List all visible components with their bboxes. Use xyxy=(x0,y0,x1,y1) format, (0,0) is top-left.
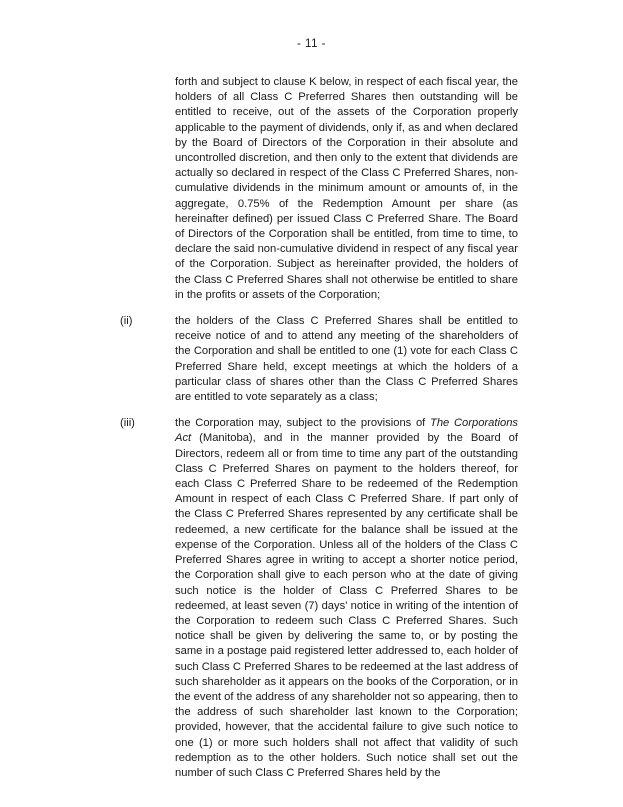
paragraph-label: (iii) xyxy=(120,417,135,430)
paragraph-iii xyxy=(0,416,518,781)
page-number: - 11 - xyxy=(297,38,326,50)
act-title: The Corporations Act xyxy=(175,417,519,445)
text-segment: (Manitoba), and in the manner provided by the Board of Directors, redeem all or from time to time any part of the outstanding Class C Preferred Shares on payment to the holders thereof, for each Class C Preferred Share to be redeemed of the Redemption Amount in respect of each Class C Preferred Share. If part only of the Class C Preferred Shares represented by any certificate shall be redeemed, a new certificate for the balance shall be issued at the expense of the Corporation. Unless all of the holders of the Class C Preferred Shares agree in writing to accept a shorter notice period, the Corporation shall give to each person who at the date of giving such notice is the holder of Class C Preferred Shares to be redeemed, at least seven (7) days' notice in writing of the intention of the Corporation to redeem such Class C Preferred Shares. Such notice shall be given by delivering the same to, or by posting the same in a postage paid registered letter addressed to, each holder of such Class C Preferred Shares to be redeemed at the last address of such shareholder as it appears on the books of the Corporation, or in the event of the address of any shareholder not so appearing, then to the address of such shareholder last known to the Corporation; provided, however, that the accidental failure to give such notice to one (1) or more such holders shall not affect that validity of such redemption as to the other holders. Such notice shall set out the number of such Class C Preferred Shares held by the xyxy=(175,432,518,779)
paragraph-ii xyxy=(0,314,518,405)
document-body xyxy=(0,75,623,792)
paragraph-text: the holders of the Class C Preferred Shares shall be entitled to receive notice of and to attend any meeting of the shareholders of the Corporation and shall be entitled to one (1) vote for each Class C Preferred Share held, except meetings at which the holders of a particular class of shares other than the Class C Preferred Shares are entitled to vote separately as a class; xyxy=(175,315,518,404)
paragraph-text: forth and subject to clause K below, in respect of each fiscal year, the holders of all Class C Preferred Shares then outstanding will be entitled to receive, out of the assets of the Corporation properly applicable to the payment of dividends, only if, as and when declared by the Board of Directors of the Corporation in their absolute and uncontrolled discretion, and then only to the extent that dividends are actually so declared in respect of the Class C Preferred Shares, non-cumulative dividends in the minimum amount or amounts of, in the aggregate, 0.75% of the Redemption Amount per share (as hereinafter defined) per issued Class C Preferred Share. The Board of Directors of the Corporation shall be entitled, from time to time, to declare the said non-cumulative dividend in respect of any fiscal year of the Corporation. Subject as hereinafter provided, the holders of the Class C Preferred Shares shall not otherwise be entitled to share in the profits or assets of the Corporation; xyxy=(175,76,518,301)
paragraph-text xyxy=(175,416,518,781)
paragraph-continuation xyxy=(0,75,518,303)
text-segment: the Corporation may, subject to the provisions of xyxy=(175,417,430,430)
paragraph-label: (ii) xyxy=(120,315,133,328)
